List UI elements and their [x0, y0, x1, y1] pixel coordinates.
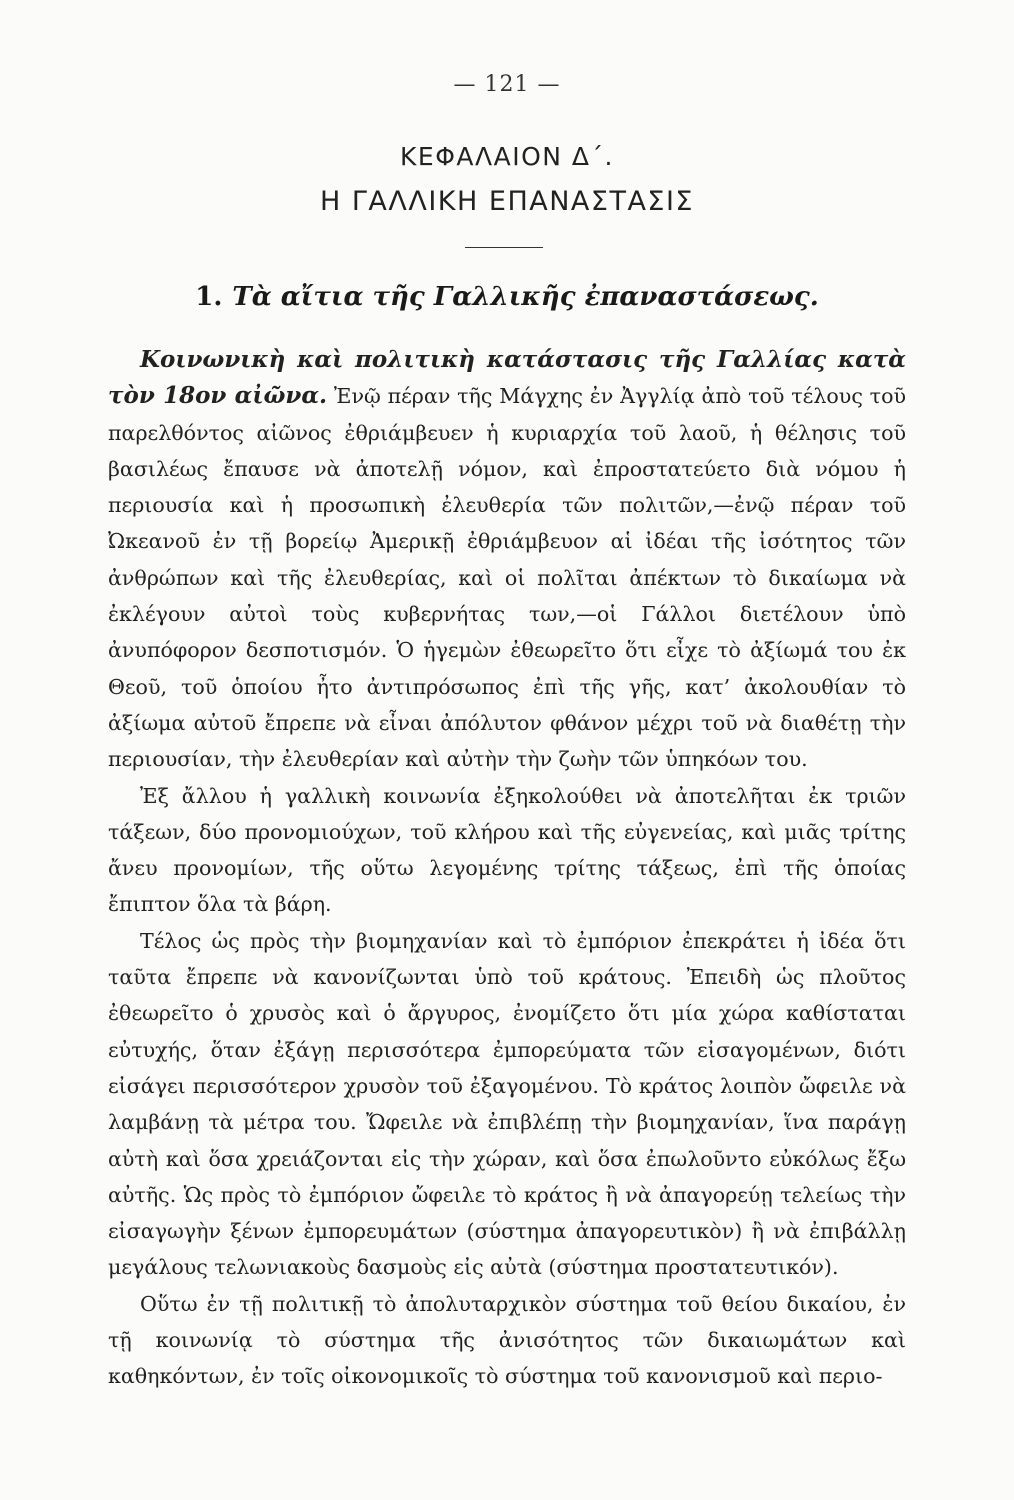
page-number: — 121 — — [453, 72, 561, 97]
paragraph-2: Ἐξ ἄλλου ἡ γαλλικὴ κοινωνία ἐξηκολούθει νὰ ἀποτελῆται ἐκ τριῶν τάξεων, δύο προνομιούχων, τοῦ κλήρου καὶ τῆς εὐγενείας, καὶ μιᾶς τρίτης ἄνευ προνομίων, τῆς οὕτω λεγομένης τρίτης τάξεως, ἐπὶ τῆς ὁποίας ἔπιπτον ὅλα τὰ βάρη. — [108, 783, 906, 917]
title-divider — [465, 247, 543, 248]
paragraph-lead-heading: Κοινωνικὴ καὶ πολιτικὴ κατάστασις τῆς Γαλλίας κατὰ τὸν 18ον αἰῶνα. — [108, 346, 906, 410]
paragraph-4: Οὕτω ἐν τῇ πολιτικῇ τὸ ἀπολυταρχικὸν σύστημα τοῦ θείου δικαίου, ἐν τῇ κοινωνίᾳ τὸ σύστημα τῆς ἀνισότητος τῶν δικαιωμάτων καὶ καθηκόντων, ἐν τοῖς οἰκονομικοῖς τὸ σύστημα τοῦ κανονισμοῦ καὶ περιο- — [108, 1291, 906, 1389]
section-number: 1. — [195, 282, 223, 312]
section-title: Τὰ αἴτια τῆς Γαλλικῆς ἐπαναστάσεως. — [232, 282, 819, 312]
paragraph-3: Τέλος ὡς πρὸς τὴν βιομηχανίαν καὶ τὸ ἐμπόριον ἐπεκράτει ἡ ἰδέα ὅτι ταῦτα ἔπρεπε νὰ κανονίζωνται ὑπὸ τοῦ κράτους. Ἐπειδὴ ὡς πλοῦτος ἐθεωρεῖτο ὁ χρυσὸς καὶ ὁ ἄργυρος, ἐνομίζετο ὅτι μία χώρα καθίσταται εὐτυχής, ὅταν ἐξάγῃ περισσότερα ἐμπορεύματα τῶν εἰσαγομένων, διότι εἰσάγει περισσότερον χρυσὸν τοῦ ἐξαγομένου. Τὸ κράτος λοιπὸν ὤφειλε νὰ λαμβάνῃ τὰ μέτρα του. Ὤφειλε νὰ ἐπιβλέπῃ τὴν βιομηχανίαν, ἵνα παράγῃ αὐτὴ καὶ ὅσα χρειάζονται εἰς τὴν χώραν, καὶ ὅσα ἐπωλοῦντο εὐκόλως ἔξω αὐτῆς. Ὡς πρὸς τὸ ἐμπόριον ὤφειλε τὸ κράτος ἢ νὰ ἀπαγορεύῃ τελείως τὴν εἰσαγωγὴν ξένων ἐμπορευμάτων (σύστημα ἀπαγορευτικὸν) ἢ νὰ ἐπιβάλλῃ μεγάλους τελωνιακοὺς δασμοὺς εἰς αὐτὰ (σύστημα προστατευτικόν). — [108, 928, 906, 1280]
section-heading — [0, 282, 1014, 312]
paragraph-1 — [108, 342, 906, 778]
paragraph-1-text: Ἐνῷ πέραν τῆς Μάγχης ἐν Ἀγγλίᾳ ἀπὸ τοῦ τέλους τοῦ παρελθόντος αἰῶνος ἐθριάμβευεν ἡ κυριαρχία τοῦ λαοῦ, ἡ θέλησις τοῦ βασιλέως ἔπαυσε νὰ ἀποτελῇ νόμον, καὶ ἐπροστατεύετο διὰ νόμου ἡ περιουσία καὶ ἡ προσωπικὴ ἐλευθερία τῶν πολιτῶν,—ἐνῷ πέραν τοῦ Ὠκεανοῦ ἐν τῇ βορείῳ Ἀμερικῇ ἐθριάμβευον αἱ ἰδέαι τῆς ἰσότητος τῶν ἀνθρώπων καὶ τῆς ἐλευθερίας, καὶ οἱ πολῖται ἀπέκτων τὸ δικαίωμα νὰ ἐκλέγουν αὐτοὶ τοὺς κυβερνήτας των,—οἱ Γάλλοι διετέλουν ὑπὸ ἀνυπόφορον δεσποτισμόν. Ὁ ἡγεμὼν ἐθεωρεῖτο ὅτι εἶχε τὸ ἀξίωμά του ἐκ Θεοῦ, τοῦ ὁποίου ἦτο ἀντιπρόσωπος ἐπὶ τῆς γῆς, κατ’ ἀκολουθίαν τὸ ἀξίωμα αὐτοῦ ἔπρεπε νὰ εἶναι ἀπόλυτον φθάνον μέχρι τοῦ νὰ διαθέτῃ τὴν περιουσίαν, τὴν ἐλευθερίαν καὶ αὐτὴν τὴν ζωὴν τῶν ὑπηκόων του. — [108, 384, 906, 772]
page-title: Η ΓΑΛΛΙΚΗ ΕΠΑΝΑΣΤΑΣΙΣ — [320, 186, 694, 217]
chapter-heading: ΚΕΦΑΛΑΙΟΝ Δ΄. — [400, 142, 614, 171]
body-text — [108, 342, 906, 1395]
